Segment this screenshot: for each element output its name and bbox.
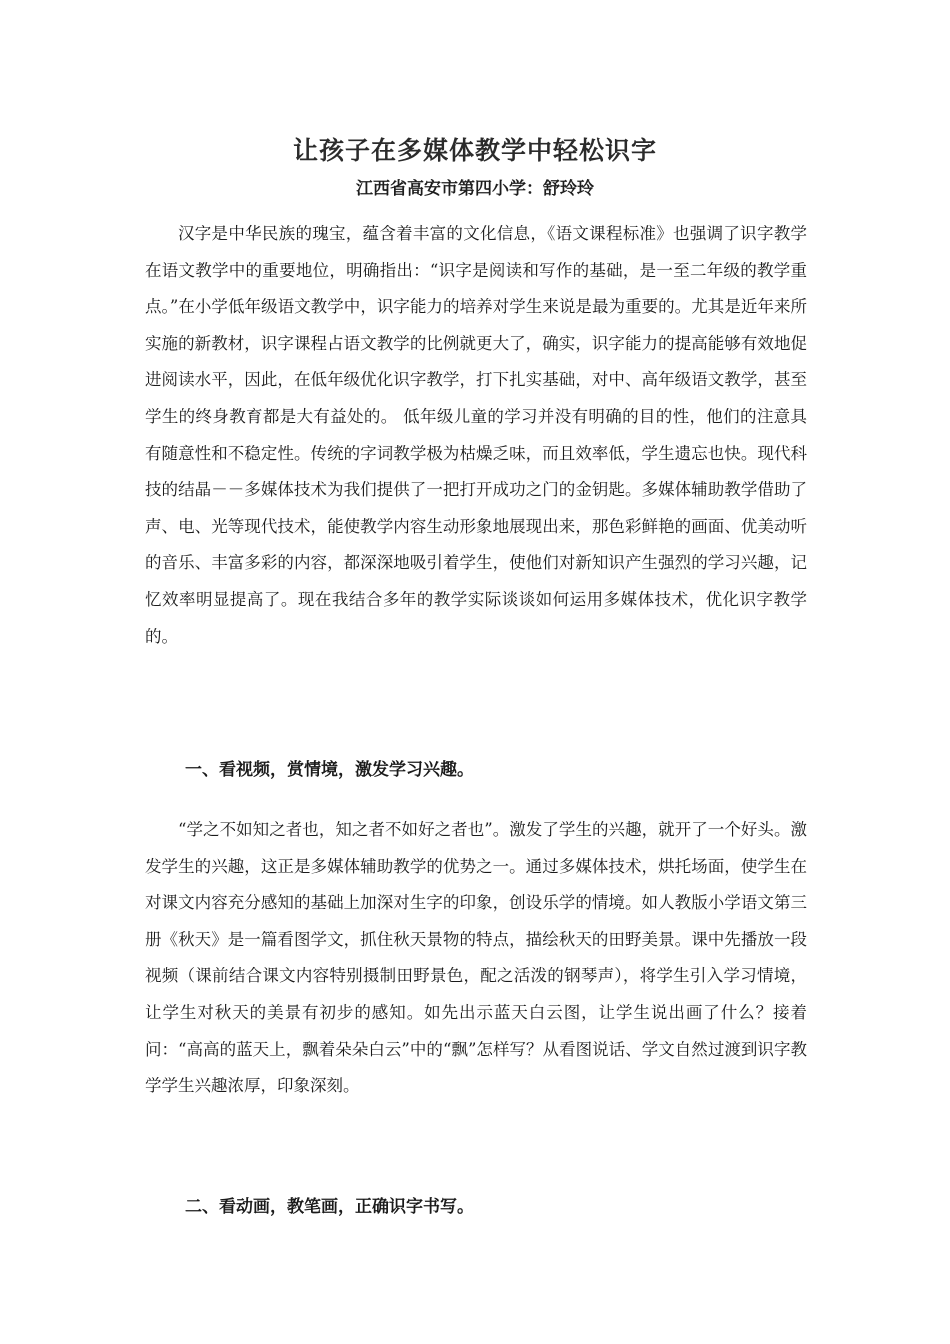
document-title: 让孩子在多媒体教学中轻松识字 [292, 136, 657, 165]
intro-paragraph: 汉字是中华民族的瑰宝，蕴含着丰富的文化信息，《语文课程标准》也强调了识字教学在语文教学中的重要地位，明确指出：“识字是阅读和写作的基础，是一至二年级的教学重点。”在小学低年级语文教学中，识字能力的培养对学生来说是最为重要的。尤其是近年来所实施的新教材，识字课程占语文教学的比例就更大了，确实，识字能力的提高能够有效地促进阅读水平，因此，在低年级优化识字教学，打下扎实基础，对中、高年级语文教学，甚至学生的终身教育都是大有益处的。 低年级儿童的学习并没有明确的目的性，他们的注意具有随意性和不稳定性。传统的字词教学极为枯燥乏味，而且效率低，学生遗忘也快。现代科技的结晶－－多媒体技术为我们提供了一把打开成功之门的金钥匙。多媒体辅助教学借助了声、电、光等现代技术，能使教学内容生动形象地展现出来，那色彩鲜艳的画面、优美动听的音乐、丰富多彩的内容，都深深地吸引着学生，使他们对新知识产生强烈的学习兴趣，记忆效率明显提高了。现在我结合多年的教学实际谈谈如何运用多媒体技术，优化识字教学的。 [145, 224, 807, 646]
section-heading-1: 一、看视频，赏情境，激发学习兴趣。 [185, 760, 474, 780]
author-line: 江西省高安市第四小学：舒玲玲 [356, 179, 594, 199]
section-paragraph-1: “学之不如知之者也，知之者不如好之者也”。激发了学生的兴趣，就开了一个好头。激发学生的兴趣，这正是多媒体辅助教学的优势之一。通过多媒体技术，烘托场面，使学生在对课文内容充分感知的基础上加深对生字的印象，创设乐学的情境。如人教版小学语文第三册《秋天》是一篇看图学文，抓住秋天景物的特点，描绘秋天的田野美景。课中先播放一段视频（课前结合课文内容特别摄制田野景色，配之活泼的钢琴声），将学生引入学习情境，让学生对秋天的美景有初步的感知。如先出示蓝天白云图，让学生说出画了什么？接着问：“高高的蓝天上，飘着朵朵白云”中的“飘”怎样写？从看图说话、学文自然过渡到识字教学学生兴趣浓厚，印象深刻。 [145, 820, 807, 1096]
section-heading-2: 二、看动画，教笔画，正确识字书写。 [185, 1197, 474, 1217]
